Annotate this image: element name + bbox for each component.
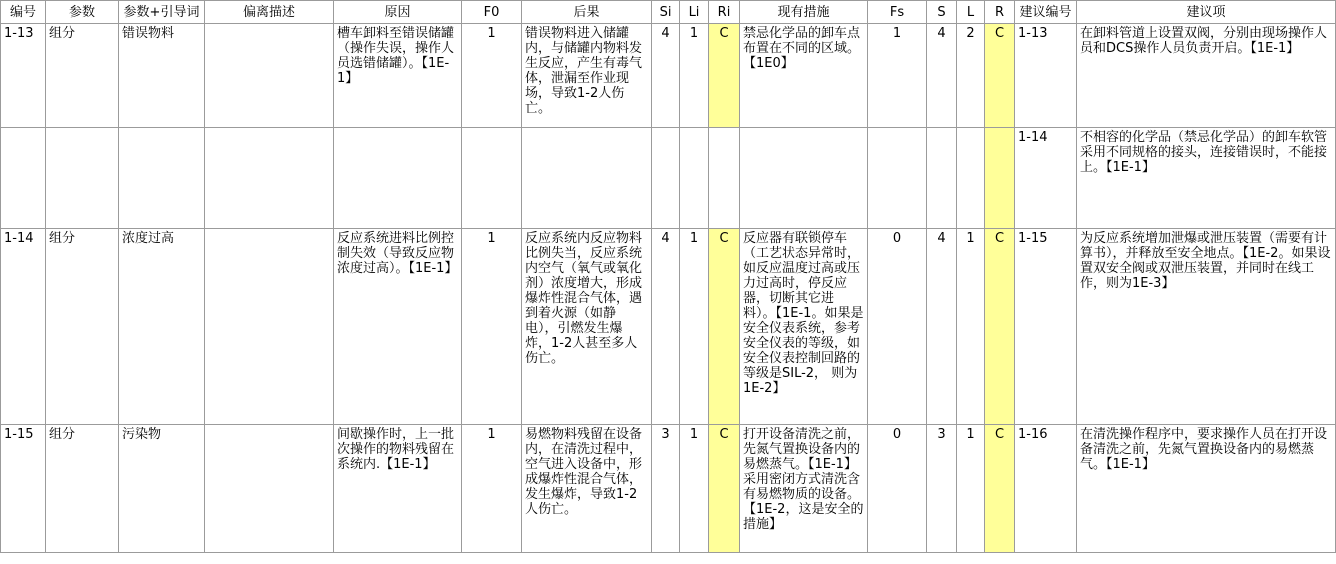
cell-li[interactable]: 1 bbox=[680, 425, 709, 553]
cell-sugg-no[interactable]: 1-16 bbox=[1015, 425, 1077, 553]
cell-si[interactable]: 4 bbox=[652, 229, 680, 425]
cell-s[interactable]: 3 bbox=[927, 425, 957, 553]
cell-param[interactable] bbox=[46, 128, 119, 229]
header-cause: 原因 bbox=[334, 1, 462, 24]
header-row bbox=[1, 1, 1336, 24]
header-sugg: 建议项 bbox=[1077, 1, 1336, 24]
cell-measure[interactable] bbox=[740, 128, 868, 229]
cell-sugg[interactable]: 在清洗操作程序中，要求操作人员在打开设备清洗之前，先氮气置换设备内的易燃蒸气。【1E-1】 bbox=[1077, 425, 1336, 553]
cell-li[interactable]: 1 bbox=[680, 229, 709, 425]
header-consequence: 后果 bbox=[522, 1, 652, 24]
cell-guide[interactable] bbox=[119, 128, 205, 229]
cell-measure[interactable]: 打开设备清洗之前，先氮气置换设备内的易燃蒸气。【1E-1】采用密闭方式清洗含有易燃物质的设备。【1E-2，这是安全的措施】 bbox=[740, 425, 868, 553]
header-sugg-no: 建议编号 bbox=[1015, 1, 1077, 24]
cell-guide[interactable]: 污染物 bbox=[119, 425, 205, 553]
cell-l[interactable]: 1 bbox=[957, 229, 985, 425]
cell-r[interactable]: C bbox=[985, 425, 1015, 553]
cell-deviation[interactable] bbox=[205, 425, 334, 553]
header-fs: Fs bbox=[868, 1, 927, 24]
cell-sugg[interactable]: 不相容的化学品（禁忌化学品）的卸车软管采用不同规格的接头，连接错误时，不能接上。【1E-1】 bbox=[1077, 128, 1336, 229]
header-f0: F0 bbox=[462, 1, 522, 24]
cell-ri[interactable]: C bbox=[709, 425, 740, 553]
cell-fs[interactable]: 0 bbox=[868, 425, 927, 553]
cell-fs[interactable]: 1 bbox=[868, 24, 927, 128]
cell-sugg[interactable]: 为反应系统增加泄爆或泄压装置（需要有计算书），并释放至安全地点。【1E-2。如果设置双安全阀或双泄压装置，并同时在线工作，则为1E-3】 bbox=[1077, 229, 1336, 425]
cell-fs[interactable] bbox=[868, 128, 927, 229]
cell-r[interactable]: C bbox=[985, 229, 1015, 425]
cell-sugg-no[interactable]: 1-15 bbox=[1015, 229, 1077, 425]
cell-deviation[interactable] bbox=[205, 24, 334, 128]
cell-param[interactable]: 组分 bbox=[46, 425, 119, 553]
cell-deviation[interactable] bbox=[205, 229, 334, 425]
table-row bbox=[1, 24, 1336, 128]
cell-id[interactable]: 1-15 bbox=[1, 425, 46, 553]
header-deviation: 偏离描述 bbox=[205, 1, 334, 24]
cell-id[interactable]: 1-13 bbox=[1, 24, 46, 128]
cell-l[interactable] bbox=[957, 128, 985, 229]
cell-l[interactable]: 1 bbox=[957, 425, 985, 553]
cell-measure[interactable]: 反应器有联锁停车（工艺状态异常时，如反应温度过高或压力过高时，停反应器，切断其它进料）。【1E-1。如果是安全仪表系统，参考安全仪表的等级，如安全仪表控制回路的等级是SIL-2， 则为1E-2】 bbox=[740, 229, 868, 425]
cell-id[interactable]: 1-14 bbox=[1, 229, 46, 425]
header-r: R bbox=[985, 1, 1015, 24]
header-s: S bbox=[927, 1, 957, 24]
cell-s[interactable] bbox=[927, 128, 957, 229]
header-param: 参数 bbox=[46, 1, 119, 24]
cell-consequence[interactable]: 反应系统内反应物料比例失当，反应系统内空气（氧气或氧化剂）浓度增大，形成爆炸性混合气体，遇到着火源（如静电），引燃发生爆炸，1-2人甚至多人伤亡。 bbox=[522, 229, 652, 425]
cell-sugg-no[interactable]: 1-14 bbox=[1015, 128, 1077, 229]
table-row bbox=[1, 128, 1336, 229]
cell-l[interactable]: 2 bbox=[957, 24, 985, 128]
cell-li[interactable] bbox=[680, 128, 709, 229]
cell-id[interactable] bbox=[1, 128, 46, 229]
header-ri: Ri bbox=[709, 1, 740, 24]
cell-consequence[interactable] bbox=[522, 128, 652, 229]
table-row bbox=[1, 229, 1336, 425]
header-measure: 现有措施 bbox=[740, 1, 868, 24]
cell-f0[interactable]: 1 bbox=[462, 24, 522, 128]
cell-consequence[interactable]: 易燃物料残留在设备内，在清洗过程中，空气进入设备中，形成爆炸性混合气体，发生爆炸，导致1-2人伤亡。 bbox=[522, 425, 652, 553]
cell-cause[interactable] bbox=[334, 128, 462, 229]
cell-ri[interactable] bbox=[709, 128, 740, 229]
cell-consequence[interactable]: 错误物料进入储罐内，与储罐内物料发生反应，产生有毒气体，泄漏至作业现场，导致1-2人伤亡。 bbox=[522, 24, 652, 128]
cell-si[interactable]: 3 bbox=[652, 425, 680, 553]
cell-ri[interactable]: C bbox=[709, 24, 740, 128]
cell-si[interactable] bbox=[652, 128, 680, 229]
cell-f0[interactable]: 1 bbox=[462, 425, 522, 553]
cell-param[interactable]: 组分 bbox=[46, 24, 119, 128]
cell-f0[interactable] bbox=[462, 128, 522, 229]
header-id: 编号 bbox=[1, 1, 46, 24]
cell-r[interactable]: C bbox=[985, 24, 1015, 128]
header-guide: 参数+引导词 bbox=[119, 1, 205, 24]
cell-deviation[interactable] bbox=[205, 128, 334, 229]
cell-guide[interactable]: 浓度过高 bbox=[119, 229, 205, 425]
cell-cause[interactable]: 槽车卸料至错误储罐（操作失误，操作人员选错储罐）。【1E-1】 bbox=[334, 24, 462, 128]
table-row bbox=[1, 425, 1336, 553]
cell-measure[interactable]: 禁忌化学品的卸车点布置在不同的区域。【1E0】 bbox=[740, 24, 868, 128]
header-li: Li bbox=[680, 1, 709, 24]
cell-fs[interactable]: 0 bbox=[868, 229, 927, 425]
header-si: Si bbox=[652, 1, 680, 24]
cell-guide[interactable]: 错误物料 bbox=[119, 24, 205, 128]
cell-sugg[interactable]: 在卸料管道上设置双阀，分别由现场操作人员和DCS操作人员负责开启。【1E-1】 bbox=[1077, 24, 1336, 128]
cell-si[interactable]: 4 bbox=[652, 24, 680, 128]
cell-cause[interactable]: 间歇操作时，上一批次操作的物料残留在系统内.【1E-1】 bbox=[334, 425, 462, 553]
cell-sugg-no[interactable]: 1-13 bbox=[1015, 24, 1077, 128]
cell-r[interactable] bbox=[985, 128, 1015, 229]
cell-f0[interactable]: 1 bbox=[462, 229, 522, 425]
header-l: L bbox=[957, 1, 985, 24]
cell-ri[interactable]: C bbox=[709, 229, 740, 425]
cell-li[interactable]: 1 bbox=[680, 24, 709, 128]
cell-cause[interactable]: 反应系统进料比例控制失效（导致反应物浓度过高）。【1E-1】 bbox=[334, 229, 462, 425]
cell-param[interactable]: 组分 bbox=[46, 229, 119, 425]
cell-s[interactable]: 4 bbox=[927, 24, 957, 128]
cell-s[interactable]: 4 bbox=[927, 229, 957, 425]
